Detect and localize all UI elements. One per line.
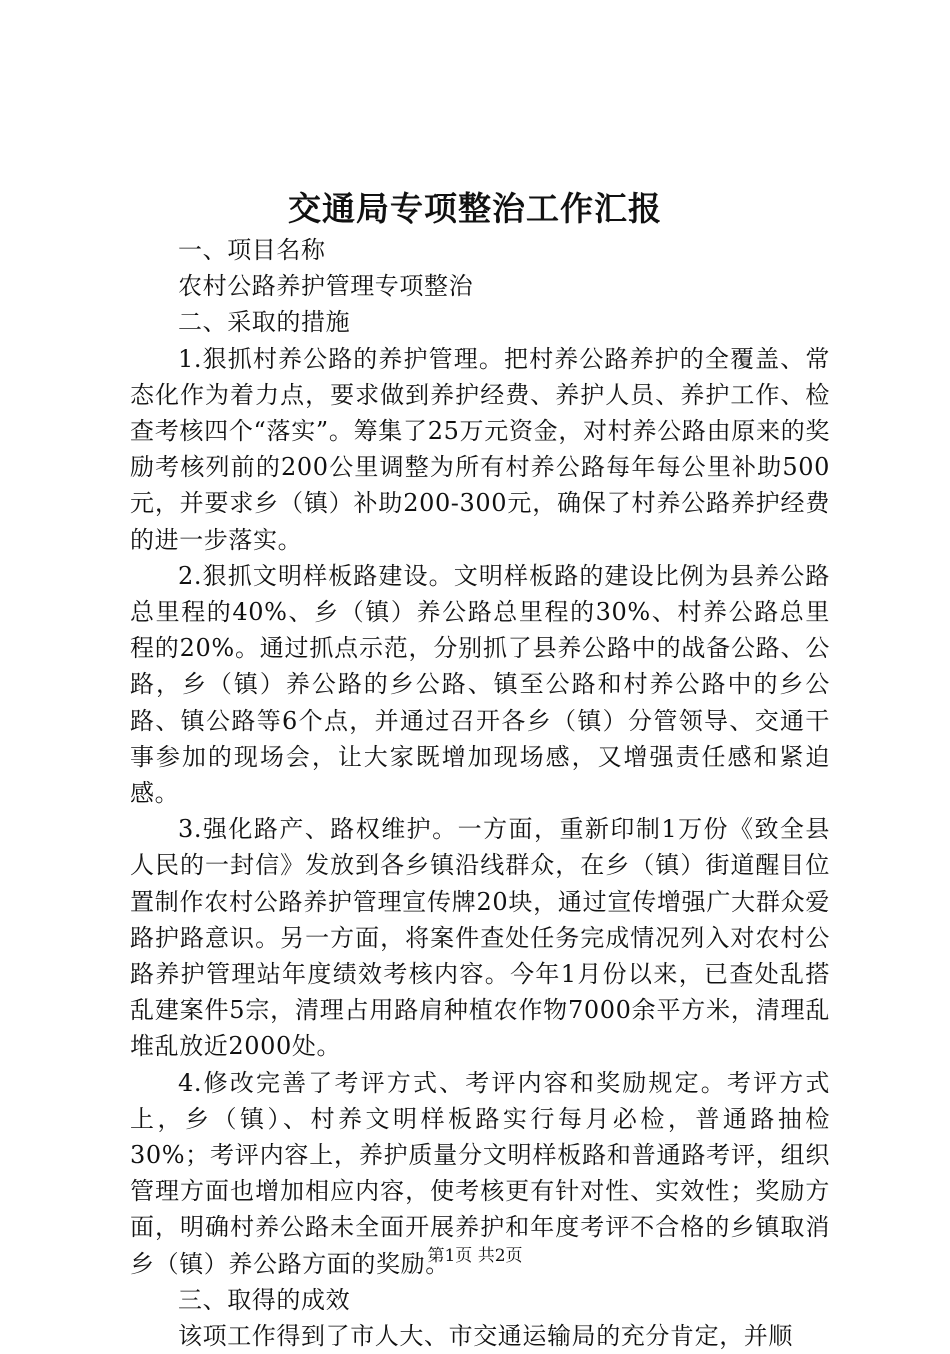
- section-heading-results: 三、取得的成效: [178, 1285, 351, 1314]
- document-title: 交通局专项整治工作汇报: [288, 189, 662, 228]
- section-heading-measures: 二、采取的措施: [178, 308, 351, 337]
- measure-paragraph-2: 2.狠抓文明样板路建设。文明样板路的建设比例为县养公路总里程的40%、乡（镇）养公路总里程的30%、村养公路总里程的20%。通过抓点示范，分别抓了县养公路中的战备公路、公路，乡（镇）养公路的乡公路、镇至公路和村养公路中的乡公路、镇公路等6个点，并通过召开各乡（镇）分管领导、交通干事参加的现场会，让大家既增加现场感，又增强责任感和紧迫感。: [130, 561, 830, 808]
- document-body: [130, 232, 830, 1354]
- measure-paragraph-3: 3.强化路产、路权维护。一方面，重新印制1万份《致全县人民的一封信》发放到各乡镇沿线群众，在乡（镇）街道醒目位置制作农村公路养护管理宣传牌20块，通过宣传增强广大群众爱路护路意识。另一方面，将案件查处任务完成情况列入对农村公路养护管理站年度绩效考核内容。今年1月份以来，已查处乱搭乱建案件5宗，清理占用路肩种植农作物7000余平方米，清理乱堆乱放近2000处。: [130, 815, 830, 1061]
- section-heading-project-name: 一、项目名称: [178, 236, 326, 264]
- page-number-footer: 第1页 共2页: [427, 1246, 523, 1266]
- results-paragraph: 该项工作得到了市人大、市交通运输局的充分肯定，并顺: [178, 1322, 793, 1351]
- measure-paragraph-4: 4.修改完善了考评方式、考评内容和奖励规定。考评方式上，乡（镇）、村养文明样板路实行每月必检，普通路抽检30%；考评内容上，养护质量分文明样板路和普通路考评，组织管理方面也增加相应内容，使考核更有针对性、实效性；奖励方面，明确村养公路未全面开展养护和年度考评不合格的乡镇取消乡（镇）养公路方面的奖励。: [130, 1068, 830, 1278]
- measure-paragraph-1: 1.狠抓村养公路的养护管理。把村养公路养护的全覆盖、常态化作为着力点，要求做到养护经费、养护人员、养护工作、检查考核四个“落实”。筹集了25万元资金，对村养公路由原来的奖励考核列前的200公里调整为所有村养公路每年每公里补助500元，并要求乡（镇）补助200-300元，确保了村养公路养护经费的进一步落实。: [130, 344, 830, 554]
- project-name-text: 农村公路养护管理专项整治: [178, 272, 474, 301]
